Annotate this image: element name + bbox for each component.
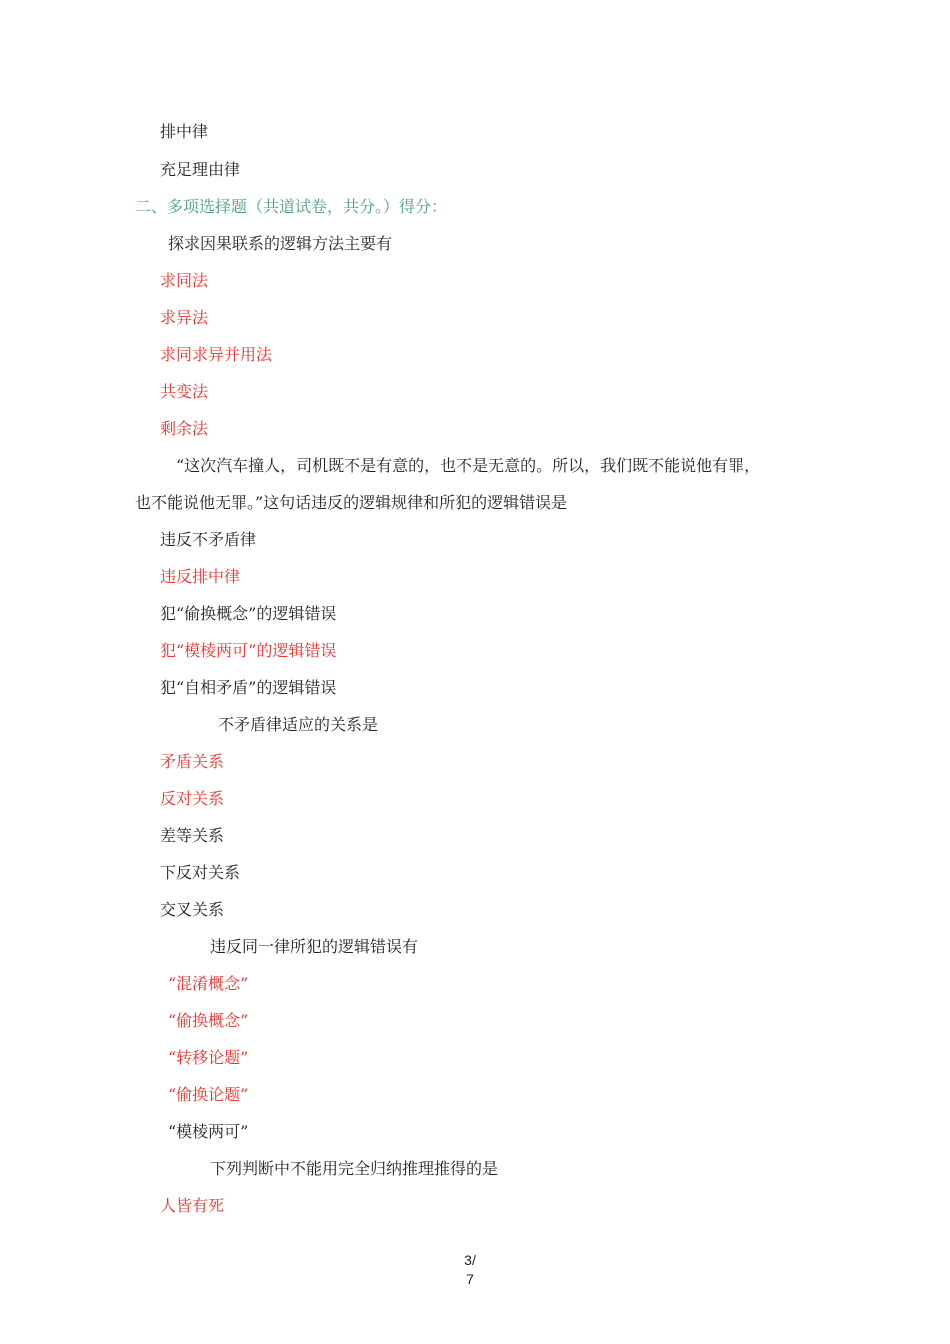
option-line: 犯“自相矛盾”的逻辑错误 <box>160 678 337 697</box>
option-line-correct: 求同法 <box>160 271 209 290</box>
option-line-correct: 违反排中律 <box>160 567 241 586</box>
option-line: “模棱两可” <box>168 1122 249 1141</box>
section-heading: 二、多项选择题（共道试卷，共分。）得分： <box>135 197 448 216</box>
option-line: 差等关系 <box>160 826 225 845</box>
option-line-correct: “偷换论题” <box>168 1085 249 1104</box>
question-text: 违反同一律所犯的逻辑错误有 <box>210 937 419 956</box>
question-text: “这次汽车撞人，司机既不是有意的，也不是无意的。所以，我们既不能说他有罪， <box>176 456 761 475</box>
question-text: 探求因果联系的逻辑方法主要有 <box>168 234 393 253</box>
option-line-correct: 求同求异并用法 <box>160 345 273 364</box>
option-line: 违反不矛盾律 <box>160 530 257 549</box>
option-line-correct: 犯“模棱两可”的逻辑错误 <box>160 641 337 660</box>
option-line: 充足理由律 <box>160 160 241 179</box>
option-line-correct: 人皆有死 <box>160 1196 225 1215</box>
option-line-correct: “混淆概念” <box>168 974 249 993</box>
option-line-correct: “偷换概念” <box>168 1011 249 1030</box>
option-line: 下反对关系 <box>160 863 241 882</box>
option-line-correct: 共变法 <box>160 382 209 401</box>
option-line-correct: “转移论题” <box>168 1048 249 1067</box>
option-line: 排中律 <box>160 122 209 141</box>
question-text: 下列判断中不能用完全归纳推理推得的是 <box>210 1159 499 1178</box>
question-text: 也不能说他无罪。”这句话违反的逻辑规律和所犯的逻辑错误是 <box>135 493 568 512</box>
page-number-bottom: 7 <box>466 1271 474 1287</box>
option-line-correct: 矛盾关系 <box>160 752 225 771</box>
option-line: 犯“偷换概念”的逻辑错误 <box>160 604 337 623</box>
page-number-top: 3/ <box>464 1252 476 1268</box>
option-line-correct: 求异法 <box>160 308 209 327</box>
option-line-correct: 剩余法 <box>160 419 209 438</box>
option-line: 交叉关系 <box>160 900 225 919</box>
question-text: 不矛盾律适应的关系是 <box>218 715 379 734</box>
option-line-correct: 反对关系 <box>160 789 225 808</box>
